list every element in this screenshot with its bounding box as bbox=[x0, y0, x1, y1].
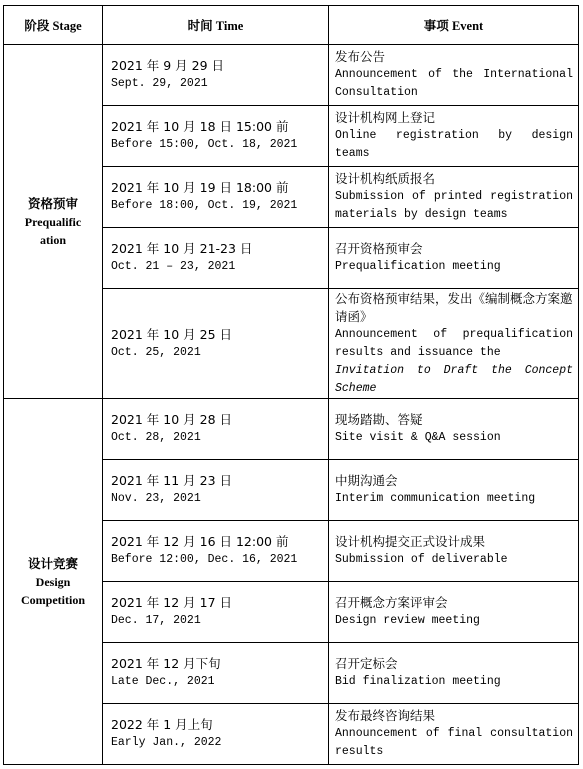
event-cell: 设计机构网上登记 Online registration by design teams bbox=[329, 106, 579, 167]
table-row bbox=[4, 45, 579, 106]
event-cell: 公布资格预审结果，发出《编制概念方案邀请函》 Announcement of prequalification results and issuance the Invitation to Draft the Concept Scheme bbox=[329, 289, 579, 399]
time-cell: 2021 年 12 月 16 日 12:00 前 Before 12:00, Dec. 16, 2021 bbox=[103, 521, 329, 582]
header-row bbox=[4, 6, 579, 45]
time-cell: 2021 年 12 月 17 日 Dec. 17, 2021 bbox=[103, 582, 329, 643]
event-cell: 召开资格预审会 Prequalification meeting bbox=[329, 228, 579, 289]
time-cell: 2022 年 1 月上旬 Early Jan., 2022 bbox=[103, 704, 329, 765]
table-row bbox=[4, 399, 579, 460]
event-cell: 现场踏勘、答疑 Site visit & Q&A session bbox=[329, 399, 579, 460]
event-cell: 设计机构提交正式设计成果 Submission of deliverable bbox=[329, 521, 579, 582]
time-cell: 2021 年 12 月下旬 Late Dec., 2021 bbox=[103, 643, 329, 704]
event-cell: 设计机构纸质报名 Submission of printed registration materials by design teams bbox=[329, 167, 579, 228]
time-cell: 2021 年 10 月 25 日 Oct. 25, 2021 bbox=[103, 289, 329, 399]
time-cell: 2021 年 9 月 29 日 Sept. 29, 2021 bbox=[103, 45, 329, 106]
header-stage: 阶段 Stage bbox=[4, 6, 103, 45]
time-cell: 2021 年 10 月 18 日 15:00 前 Before 15:00, Oct. 18, 2021 bbox=[103, 106, 329, 167]
event-cell: 中期沟通会 Interim communication meeting bbox=[329, 460, 579, 521]
event-cell: 召开定标会 Bid finalization meeting bbox=[329, 643, 579, 704]
time-cell: 2021 年 10 月 19 日 18:00 前 Before 18:00, Oct. 19, 2021 bbox=[103, 167, 329, 228]
event-cell: 发布最终咨询结果 Announcement of final consultation results bbox=[329, 704, 579, 765]
header-time: 时间 Time bbox=[103, 6, 329, 45]
event-cell: 发布公告 Announcement of the International Consultation bbox=[329, 45, 579, 106]
header-event: 事项 Event bbox=[329, 6, 579, 45]
stage-cell-prequalification: 资格预审 Prequalific ation bbox=[4, 45, 103, 399]
event-cell: 召开概念方案评审会 Design review meeting bbox=[329, 582, 579, 643]
time-cell: 2021 年 10 月 21-23 日 Oct. 21 – 23, 2021 bbox=[103, 228, 329, 289]
stage-cell-design-competition: 设计竞赛 Design Competition bbox=[4, 399, 103, 765]
time-cell: 2021 年 10 月 28 日 Oct. 28, 2021 bbox=[103, 399, 329, 460]
schedule-table bbox=[3, 5, 579, 765]
time-cell: 2021 年 11 月 23 日 Nov. 23, 2021 bbox=[103, 460, 329, 521]
